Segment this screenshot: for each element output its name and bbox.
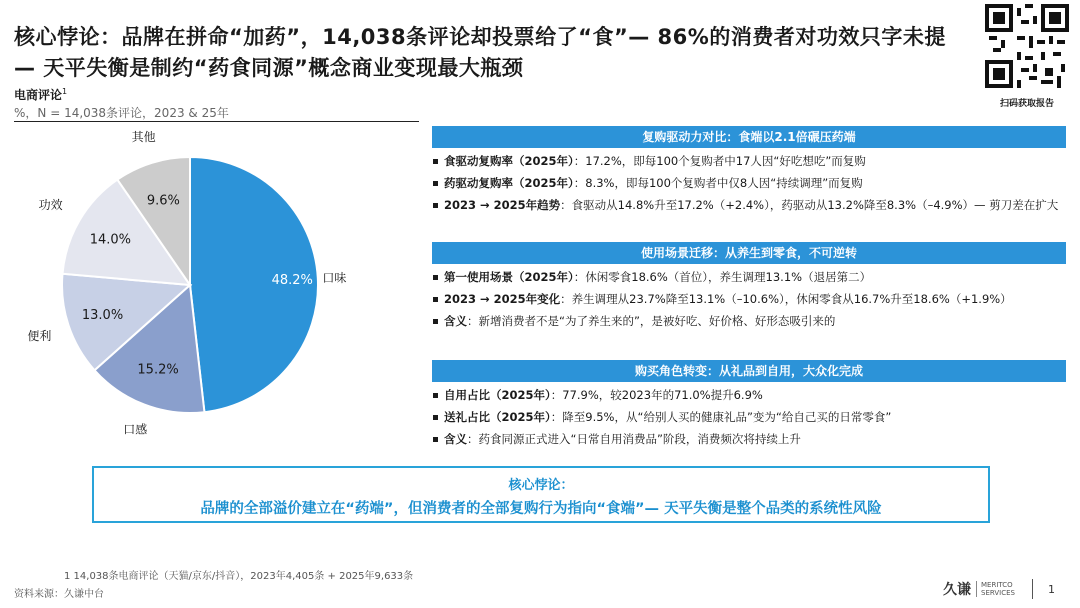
- item-text: ：药食同源正式进入“日常自用消费品”阶段，消费频次将持续上升: [467, 432, 801, 446]
- list-item: [432, 196, 1066, 214]
- item-text: ：新增消费者不是“为了养生来的”，是被好吃、好价格、好形态吸引来的: [467, 314, 836, 328]
- pie-value-label: 14.0%: [89, 232, 132, 248]
- item-text: ：降至9.5%，从“给别人买的健康礼品”变为“给自己买的日常零食”: [550, 410, 892, 424]
- item-text: ：休闲零食18.6%（首位），养生调理13.1%（退居第二）: [573, 270, 872, 284]
- qr-code-icon: [985, 4, 1069, 88]
- panel-purchase-role: [432, 360, 1066, 448]
- footnote-marker: 1: [62, 87, 68, 96]
- panel-usage-scenario: [432, 242, 1066, 330]
- list-item: [432, 312, 1066, 330]
- pie-value-label: 48.2%: [271, 273, 313, 289]
- item-label: 自用占比（2025年）: [444, 388, 551, 402]
- panel-header: 购买角色转变：从礼品到自用，大众化完成: [432, 360, 1066, 382]
- item-label: 含义: [444, 314, 467, 328]
- panel-header: 复购驱动力对比：食端以2.1倍碾压药端: [432, 126, 1066, 148]
- item-text: ：77.9%，较2023年的71.0%提升6.9%: [550, 388, 763, 402]
- item-text: ：17.2%，即每100个复购者中17人因“好吃想吃”而复购: [573, 154, 866, 168]
- chart-unit-line: %，N = 14,038条评论，2023 & 25年: [14, 106, 229, 120]
- conclusion-title: 核心悖论：: [508, 478, 574, 493]
- conclusion-box: [92, 466, 990, 523]
- page-number: 1: [1047, 582, 1055, 596]
- pie-category-label: 口感: [123, 422, 148, 437]
- item-text: ：养生调理从23.7%降至13.1%（–10.6%），休闲零食从16.7%升至18.6%（+1.9%）: [560, 292, 1012, 306]
- pie-category-label: 口味: [322, 270, 347, 285]
- logo-divider: [1032, 579, 1033, 599]
- page-title: 核心悖论：品牌在拼命“加药”，14,038条评论却投票给了“食”— 86%的消费者对功效只字未提 — 天平失衡是制约“药食同源”概念商业变现最大瓶颈: [14, 25, 946, 80]
- logo-en-line2: SERVICES: [981, 589, 1015, 597]
- list-item: [432, 174, 1066, 192]
- panel-header: 使用场景迁移：从养生到零食，不可逆转: [432, 242, 1066, 264]
- item-label: 食驱动复购率（2025年）: [444, 154, 574, 168]
- source-note: 资料来源：久谦中台: [14, 589, 104, 600]
- pie-value-label: 9.6%: [146, 193, 180, 209]
- item-label: 2023 → 2025年变化: [444, 292, 561, 306]
- item-text: ：8.3%，即每100个复购者中仅8人因“持续调理”而复购: [573, 176, 863, 190]
- company-logo: [943, 579, 1055, 599]
- chart-subtitle-text: 电商评论: [14, 88, 63, 102]
- list-item: [432, 430, 1066, 448]
- item-label: 药驱动复购率（2025年）: [444, 176, 574, 190]
- list-item: [432, 290, 1066, 308]
- logo-en: [976, 581, 1015, 597]
- item-label: 送礼占比（2025年）: [444, 410, 551, 424]
- logo-en-line1: MERITCO: [981, 581, 1013, 589]
- panel-repurchase-drivers: [432, 126, 1066, 214]
- list-item: [432, 408, 1066, 426]
- pie-value-label: 15.2%: [137, 362, 179, 378]
- qr-caption: 扫码获取报告: [999, 99, 1054, 109]
- pie-category-label: 功效: [38, 197, 63, 212]
- item-text: ：食驱动从14.8%升至17.2%（+2.4%），药驱动从13.2%降至8.3%（–4.9%）— 剪刀差在扩大: [560, 198, 1059, 212]
- list-item: [432, 152, 1066, 170]
- pie-category-label: 其他: [131, 129, 156, 144]
- logo-cn: 久谦: [943, 582, 971, 598]
- item-label: 第一使用场景（2025年）: [444, 270, 574, 284]
- list-item: [432, 386, 1066, 404]
- list-item: [432, 268, 1066, 286]
- footnote: 1 14,038条电商评论（天猫/京东/抖音），2023年4,405条 + 2025年9,633条: [64, 571, 414, 582]
- item-label: 2023 → 2025年趋势: [444, 198, 561, 212]
- conclusion-body: 品牌的全部溢价建立在“药端”，但消费者的全部复购行为指向“食端”— 天平失衡是整个品类的系统性风险: [200, 501, 882, 517]
- pie-chart: [0, 128, 420, 458]
- chart-subtitle: [14, 86, 67, 103]
- divider: [14, 121, 419, 122]
- pie-value-label: 13.0%: [81, 308, 124, 324]
- pie-category-label: 便利: [27, 328, 52, 343]
- item-label: 含义: [444, 432, 467, 446]
